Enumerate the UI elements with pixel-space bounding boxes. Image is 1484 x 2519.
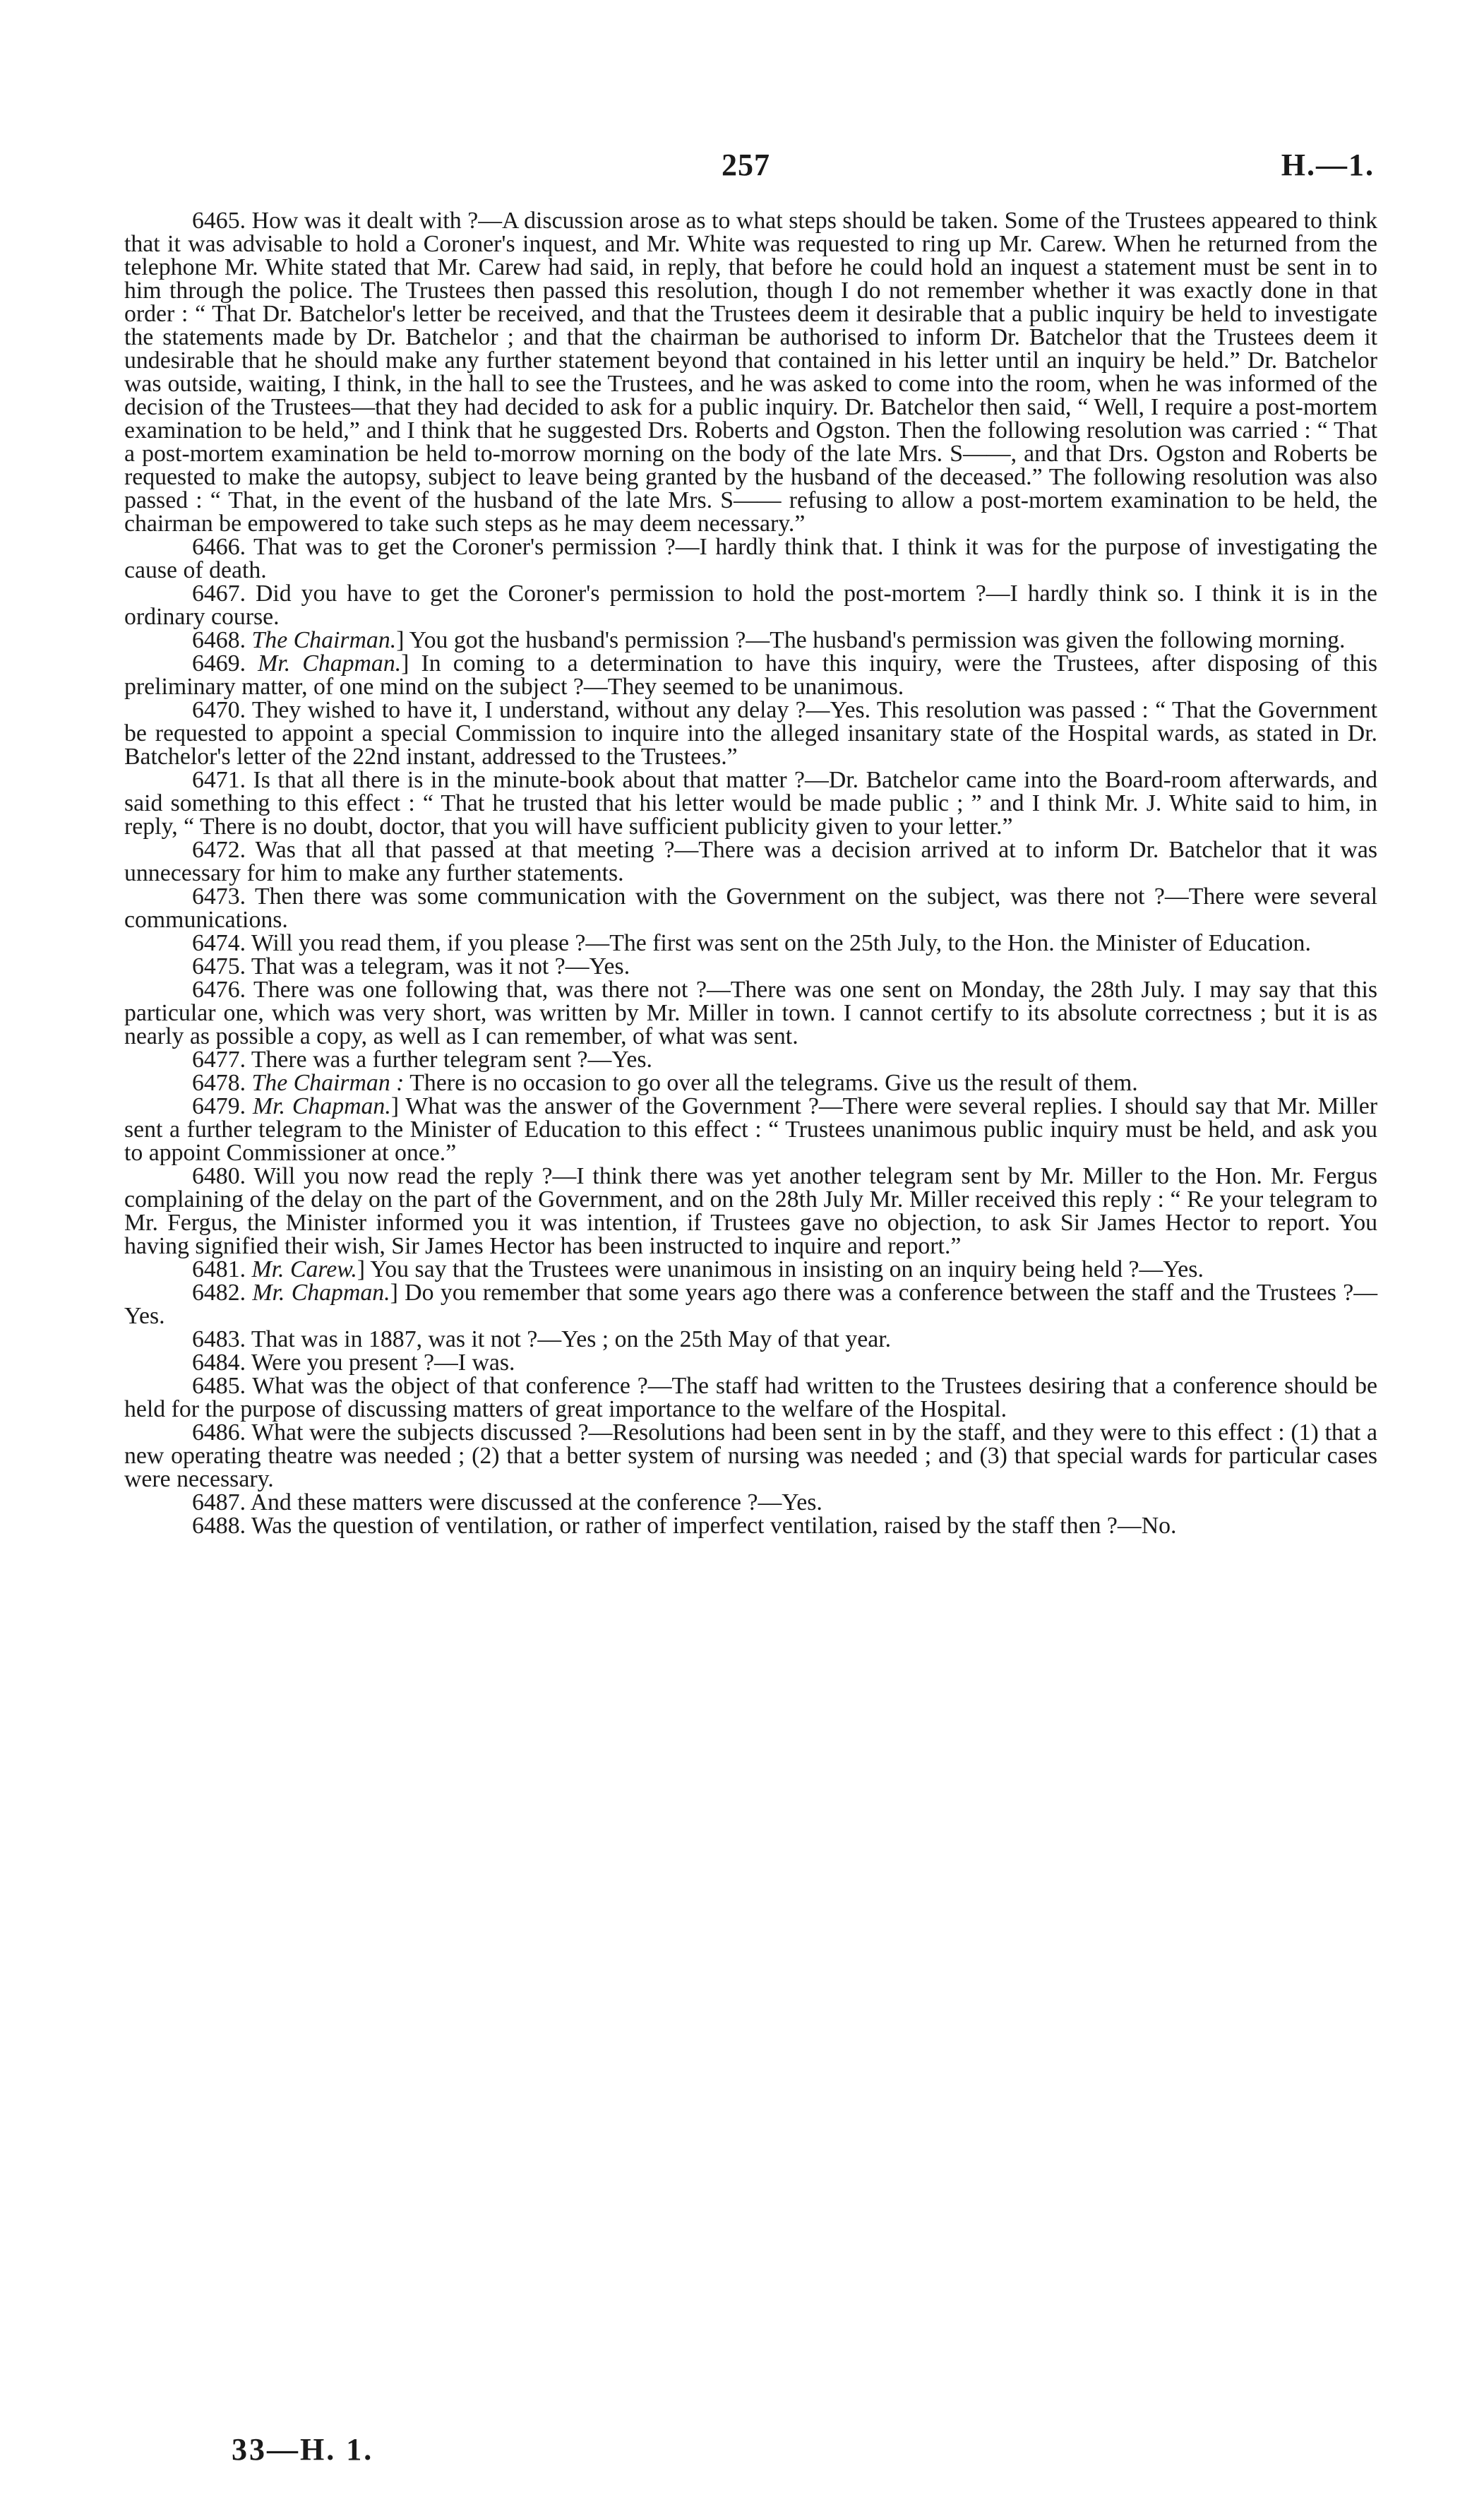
question-number: 6469. [192,650,246,677]
question-answer-text: Will you now read the reply ?—I think there was yet another telegram sent by Mr. Miller to the Hon. Mr. Fergus complaining of the delay on the part of the Government, and on the 28th July Mr. Miller received this reply : “ Re your telegram to Mr. Fergus, the Minister informed you it was intention, if Trustees gave no objection, to ask Sir James Hector to report. You having signified their wish, Sir James Hector has been instructed to inquire and report.” [124,1163,1377,1259]
evidence-paragraph [124,1328,1377,1351]
question-answer-text: There was a further telegram sent ?—Yes. [246,1047,652,1073]
evidence-paragraph [124,955,1377,978]
question-number: 6468. [192,627,246,653]
question-answer-text: There was one following that, was there not ?—There was one sent on Monday, the 28th July. I may say that this particular one, which was very short, was written by Mr. Miller in town. I cannot certify to its absolute correctness ; but it is as nearly as possible a copy, as well as I can remember, of what was sent. [124,977,1377,1049]
question-number: 6481. [192,1256,246,1282]
evidence-paragraph [124,535,1377,582]
spacer [246,1280,252,1306]
evidence-paragraph [124,629,1377,652]
question-number: 6473. [192,883,246,910]
evidence-paragraph [124,1491,1377,1514]
speaker-name: Mr. Chapman. [252,1280,390,1306]
question-number: 6470. [192,697,246,723]
question-answer-text: That was in 1887, was it not ?—Yes ; on the 25th May of that year. [246,1326,892,1352]
evidence-paragraph [124,209,1377,535]
evidence-paragraph [124,768,1377,838]
question-answer-text: And these matters were discussed at the conference ?—Yes. [246,1489,822,1515]
question-answer-text: Was that all that passed at that meeting ?—There was a decision arrived at to inform Dr. Batchelor that it was unnecessary for him to make any further statements. [124,837,1377,886]
evidence-paragraph [124,885,1377,931]
question-number: 6467. [192,580,246,607]
question-number: 6472. [192,837,246,863]
evidence-paragraph [124,978,1377,1048]
question-answer-text: ] You got the husband's permission ?—The husband's permission was given the following morning. [396,627,1346,653]
spacer [246,1256,251,1282]
question-answer-text: That was a telegram, was it not ?—Yes. [246,953,630,979]
evidence-paragraph [124,582,1377,629]
question-answer-text: Will you read them, if you please ?—The first was sent on the 25th July, to the Hon. the Minister of Education. [246,930,1311,956]
question-number: 6484. [192,1350,246,1376]
question-answer-text: ] In coming to a determination to have this inquiry, were the Trustees, after disposing of this preliminary matter, of one mind on the subject ?—They seemed to be unanimous. [124,650,1377,700]
question-number: 6466. [192,534,246,560]
evidence-paragraph [124,1281,1377,1328]
spacer [246,1070,251,1096]
speaker-name: Mr. Carew. [251,1256,357,1282]
question-number: 6475. [192,953,246,979]
question-answer-text: ] You say that the Trustees were unanimous in insisting on an inquiry being held ?—Yes. [357,1256,1204,1282]
speaker-name: Mr. Chapman. [258,650,402,677]
evidence-paragraph [124,1095,1377,1165]
evidence-paragraph [124,1048,1377,1071]
question-answer-text: ] What was the answer of the Government ?—There were several replies. I should say that Mr. Miller sent a further telegram to the Minister of Education to this effect : “ Trustees unanimous public inquiry must be held, and ask you to appoint Commissioner at once.” [124,1093,1377,1166]
evidence-paragraph [124,1258,1377,1281]
question-number: 6476. [192,977,246,1003]
question-number: 6486. [192,1419,246,1446]
question-number: 6479. [192,1093,246,1119]
question-number: 6480. [192,1163,246,1189]
evidence-paragraph [124,652,1377,698]
question-number: 6478. [192,1070,246,1096]
question-number: 6487. [192,1489,246,1515]
spacer [246,627,251,653]
evidence-paragraph [124,838,1377,885]
question-answer-text: They wished to have it, I understand, without any delay ?—Yes. This resolution was passed : “ That the Government be requested to appoint a special Commission to inquire into the alleged insanitary state of the Hospital wards, as stated in Dr. Batchelor's letter of the 22nd instant, addressed to the Trustees.” [124,697,1377,770]
spacer [246,1093,253,1119]
question-answer-text: Were you present ?—I was. [246,1350,515,1376]
question-number: 6483. [192,1326,246,1352]
question-number: 6488. [192,1513,246,1539]
evidence-body [124,209,1377,1537]
question-answer-text: ] Do you remember that some years ago there was a conference between the staff and the Trustees ?—Yes. [124,1280,1377,1329]
question-answer-text: How was it dealt with ?—A discussion arose as to what steps should be taken. Some of the Trustees appeared to think that it was advisable to hold a Coroner's inquest, and Mr. White was requested to ring up Mr. Carew. When he returned from the telephone Mr. White stated that Mr. Carew had said, in reply, that before he could hold an inquest a statement must be sent in to him through the police. The Trustees then passed this resolution, though I do not remember whether it was exactly done in that order : “ That Dr. Batchelor's letter be received, and that the Trustees deem it desirable that a public inquiry be held to investigate the statements made by Dr. Batchelor ; and that the chairman be authorised to inform Dr. Batchelor that the Trustees deem it undesirable that he should make any further statement beyond that contained in his letter until an inquiry be held.” Dr. Batchelor was outside, waiting, I think, in the hall to see the Trustees, and he was asked to come into the room, when he was informed of the decision of the Trustees—that they had decided to ask for a public inquiry. Dr. Batchelor then said, “ Well, I require a post-mortem examination to be held,” and I think that he suggested Drs. Roberts and Ogston. Then the following resolution was carried : “ That a post-mortem examination be held to-morrow morning on the body of the late Mrs. S——, and that Drs. Ogston and Roberts be requested to make the autopsy, subject to leave being granted by the husband of the deceased.” The following resolution was also passed : “ That, in the event of the husband of the late Mrs. S—— refusing to allow a post-mortem examination to be held, the chairman be empowered to take such steps as he may deem necessary.” [124,208,1377,537]
speaker-name: The Chairman. [251,627,397,653]
evidence-paragraph [124,1165,1377,1258]
speaker-name: Mr. Chapman. [252,1093,391,1119]
evidence-paragraph [124,1421,1377,1491]
signature-mark: 33—H. 1. [232,2432,374,2467]
series-identifier: H.—1. [1281,148,1375,182]
evidence-paragraph [124,1514,1377,1537]
question-answer-text: Then there was some communication with the Government on the subject, was there not ?—There were several communications. [124,883,1377,933]
question-number: 6485. [192,1373,246,1399]
question-number: 6482. [192,1280,246,1306]
question-number: 6477. [192,1047,246,1073]
question-number: 6465. [192,208,246,234]
evidence-paragraph [124,931,1377,955]
evidence-paragraph [124,1351,1377,1374]
page-number: 257 [722,148,770,182]
question-answer-text: Was the question of ventilation, or rather of imperfect ventilation, raised by the staff then ?—No. [246,1513,1177,1539]
spacer [246,650,258,677]
evidence-paragraph [124,1071,1377,1095]
question-answer-text: What were the subjects discussed ?—Resolutions had been sent in by the staff, and they were to this effect : (1) that a new operating theatre was needed ; (2) that a better system of nursing was needed ; and (3) that special wards for particular cases were necessary. [124,1419,1377,1492]
question-number: 6471. [192,767,246,793]
question-answer-text: Is that all there is in the minute-book about that matter ?—Dr. Batchelor came into the Board-room afterwards, and said something to this effect : “ That he trusted that his letter would be made public ; ” and I think Mr. J. White said to him, in reply, “ There is no doubt, doctor, that you will have sufficient publicity given to your letter.” [124,767,1377,840]
evidence-paragraph [124,698,1377,768]
evidence-paragraph [124,1374,1377,1421]
question-answer-text: What was the object of that conference ?—The staff had written to the Trustees desiring that a conference should be held for the purpose of discussing matters of great importance to the welfare of the Hospital. [124,1373,1377,1422]
question-answer-text: There is no occasion to go over all the telegrams. Give us the result of them. [404,1070,1138,1096]
question-number: 6474. [192,930,246,956]
speaker-name: The Chairman : [251,1070,405,1096]
question-answer-text: Did you have to get the Coroner's permission to hold the post-mortem ?—I hardly think so. I think it is in the ordinary course. [124,580,1377,630]
question-answer-text: That was to get the Coroner's permission ?—I hardly think that. I think it was for the purpose of investigating the cause of death. [124,534,1377,583]
